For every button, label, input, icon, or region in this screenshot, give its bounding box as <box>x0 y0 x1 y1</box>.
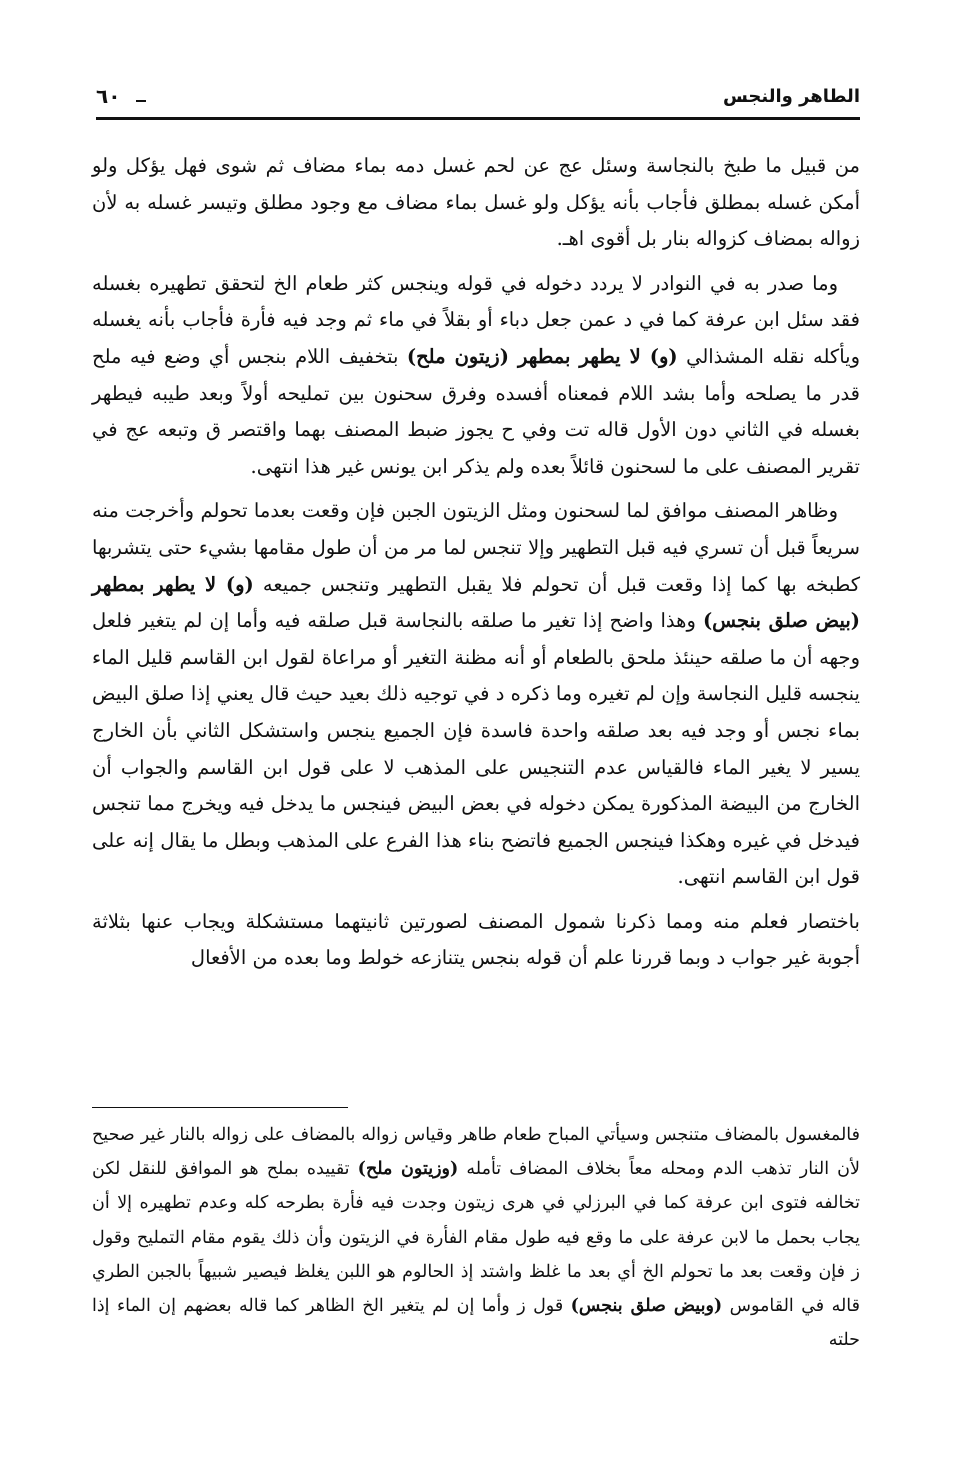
footnote-text: فالمغسول بالمضاف متنجس وسيأتي المباح طعام طاهر وقياس زواله بالمضاف على زواله بالنار غير صحيح لأن النار تذهب الدم ومحله معاً بخلاف المضاف تأمله <box>92 1125 860 1180</box>
matn-quote: (و) لا يطهر بمطهر (زيتون ملح) <box>406 344 678 368</box>
footnote-paragraph <box>92 1118 860 1357</box>
footnote-text: تقييده بملح هو الموافق للنقل لكن تخالفه فتوى ابن عرفة كما في البرزلي في هرى زيتون وجدت فيه فأرة بطرحه كله وعدم تطهيره إلا أن يجاب بحمل ما لابن عرفة على ما وقع فيه طول مقام الفأرة في الزيتون وأن ذلك يقوم مقام التمليح وقول ز فإن وقعت بعد ما تحولم الخ أي بعد ما غلظ واشتد إذ الحالوم هو اللبن يغلظ فيصير شبيهاً بالجبن الطري قاله في القاموس <box>92 1159 861 1317</box>
paragraph-text: باختصار فعلم منه ومما ذكرنا شمول المصنف لصورتين ثانيتهما مستشكلة ويجاب عنها بثلاثة أجوبة غير جواب د وبما قررنا علم أن قوله بنجس يتنازعه خولط وما بعده من الأفعال <box>92 909 860 970</box>
matn-quote: (و) لا يطهر بمطهر (بيض صلق بنجس) <box>92 572 860 633</box>
header-dash <box>136 100 146 102</box>
paragraph <box>92 148 860 258</box>
paragraph-text: وما صدر به في النوادر لا يردد دخوله في قوله وينجس كثر طعام الخ لتحقق تطهيره بغسله فقد سئل ابن عرفة كما في د عمن جعل دباء أو بقلاً في ماء ثم وجد فيه فأرة فأجاب بأنه يغسله ويأكله نقله المشذالي <box>92 271 860 368</box>
footnote-quote: (وزيتون ملح) <box>357 1159 459 1180</box>
paragraph <box>92 904 860 977</box>
header-title: الطاهر والنجس <box>722 86 860 107</box>
paragraph-text: وظاهر المصنف موافق لما لسحنون ومثل الزيتون الجبن فإن وقعت بعدما تحولم وأخرجت منه سريعاً قبل أن تسري فيه قبل التطهير وإلا تنجس لما مر من أن طول مقامها بشيء حتى يتشربها كطبخه بها كما إذا وقعت قبل أن تحولم فلا يقبل التطهير وتنجس جميعه <box>92 499 860 596</box>
footnote-separator <box>92 1107 348 1108</box>
header-dash <box>734 100 748 102</box>
paragraph <box>92 266 860 486</box>
main-text <box>92 148 860 985</box>
footnote <box>92 1118 860 1357</box>
paragraph-text: من قبيل ما طبخ بالنجاسة وسئل عج عن لحم غسل دمه بماء مضاف ثم شوى فهل يؤكل ولو أمكن غسله بمطلق فأجاب بأنه يؤكل ولو غسل بماء مضاف مع وجود مطلق وتيسر غسله به لأن زواله بمضاف كزواله بنار بل أقوى اهـ. <box>92 154 860 251</box>
paragraph <box>92 493 860 896</box>
running-header <box>96 80 860 124</box>
paragraph-text: وهذا واضح إذا تغير ما صلقه بالنجاسة قبل صلقه فيه وأما إن لم يتغير فلعل وجهه أن ما صلقه حينئذ ملحق بالطعام أو أنه مظنة التغير أو مراعاة لقول ابن القاسم قليل الماء ينجسه قليل النجاسة وإن لم تغيره وما ذكره د في توجيه ذلك بعيد حيث قال يعني إذا صلق البيض بماء نجس أو وجد فيه بعد صلقه واحدة فاسدة فإن الجميع ينجس واستشكل الثاني بأن الخارج يسير لا يغير الماء فالقياس عدم التنجيس على المذهب لا على قول ابن القاسم والجواب أن الخارج من البيضة المذكورة يمكن دخوله في بعض البيض فينجس ما يدخل فيه ويخرج مما تنجس فيدخل في غيره وهكذا فينجس الجميع فاتضح بناء هذا الفرع على المذهب وبطل ما يقال إنه على قول ابن القاسم انتهى. <box>92 609 860 889</box>
footnote-text: قول ز وأما إن لم يتغير الخ الظاهر كما قاله بعضهم إن الماء إذا حلته <box>92 1296 860 1351</box>
footnote-quote: (وبيض صلق بنجس) <box>570 1296 723 1317</box>
page-number: ٦٠ <box>96 84 121 108</box>
header-rule <box>96 117 860 120</box>
paragraph-text: بتخفيف اللام بنجس أي وضع فيه ملح قدر ما يصلحه وأما بشد اللام فمعناه أفسده وفرق سحنون بين تمليحه أولاً وبعد طيبه فيطهر بغسله في الثاني دون الأول قاله تت وفي ح يجوز ضبط المصنف بهما واقتصر ق وتبعه عج في تقرير المصنف على ما لسحنون قائلاً بعده ولم يذكر ابن يونس غير هذا انتهى. <box>92 344 860 478</box>
